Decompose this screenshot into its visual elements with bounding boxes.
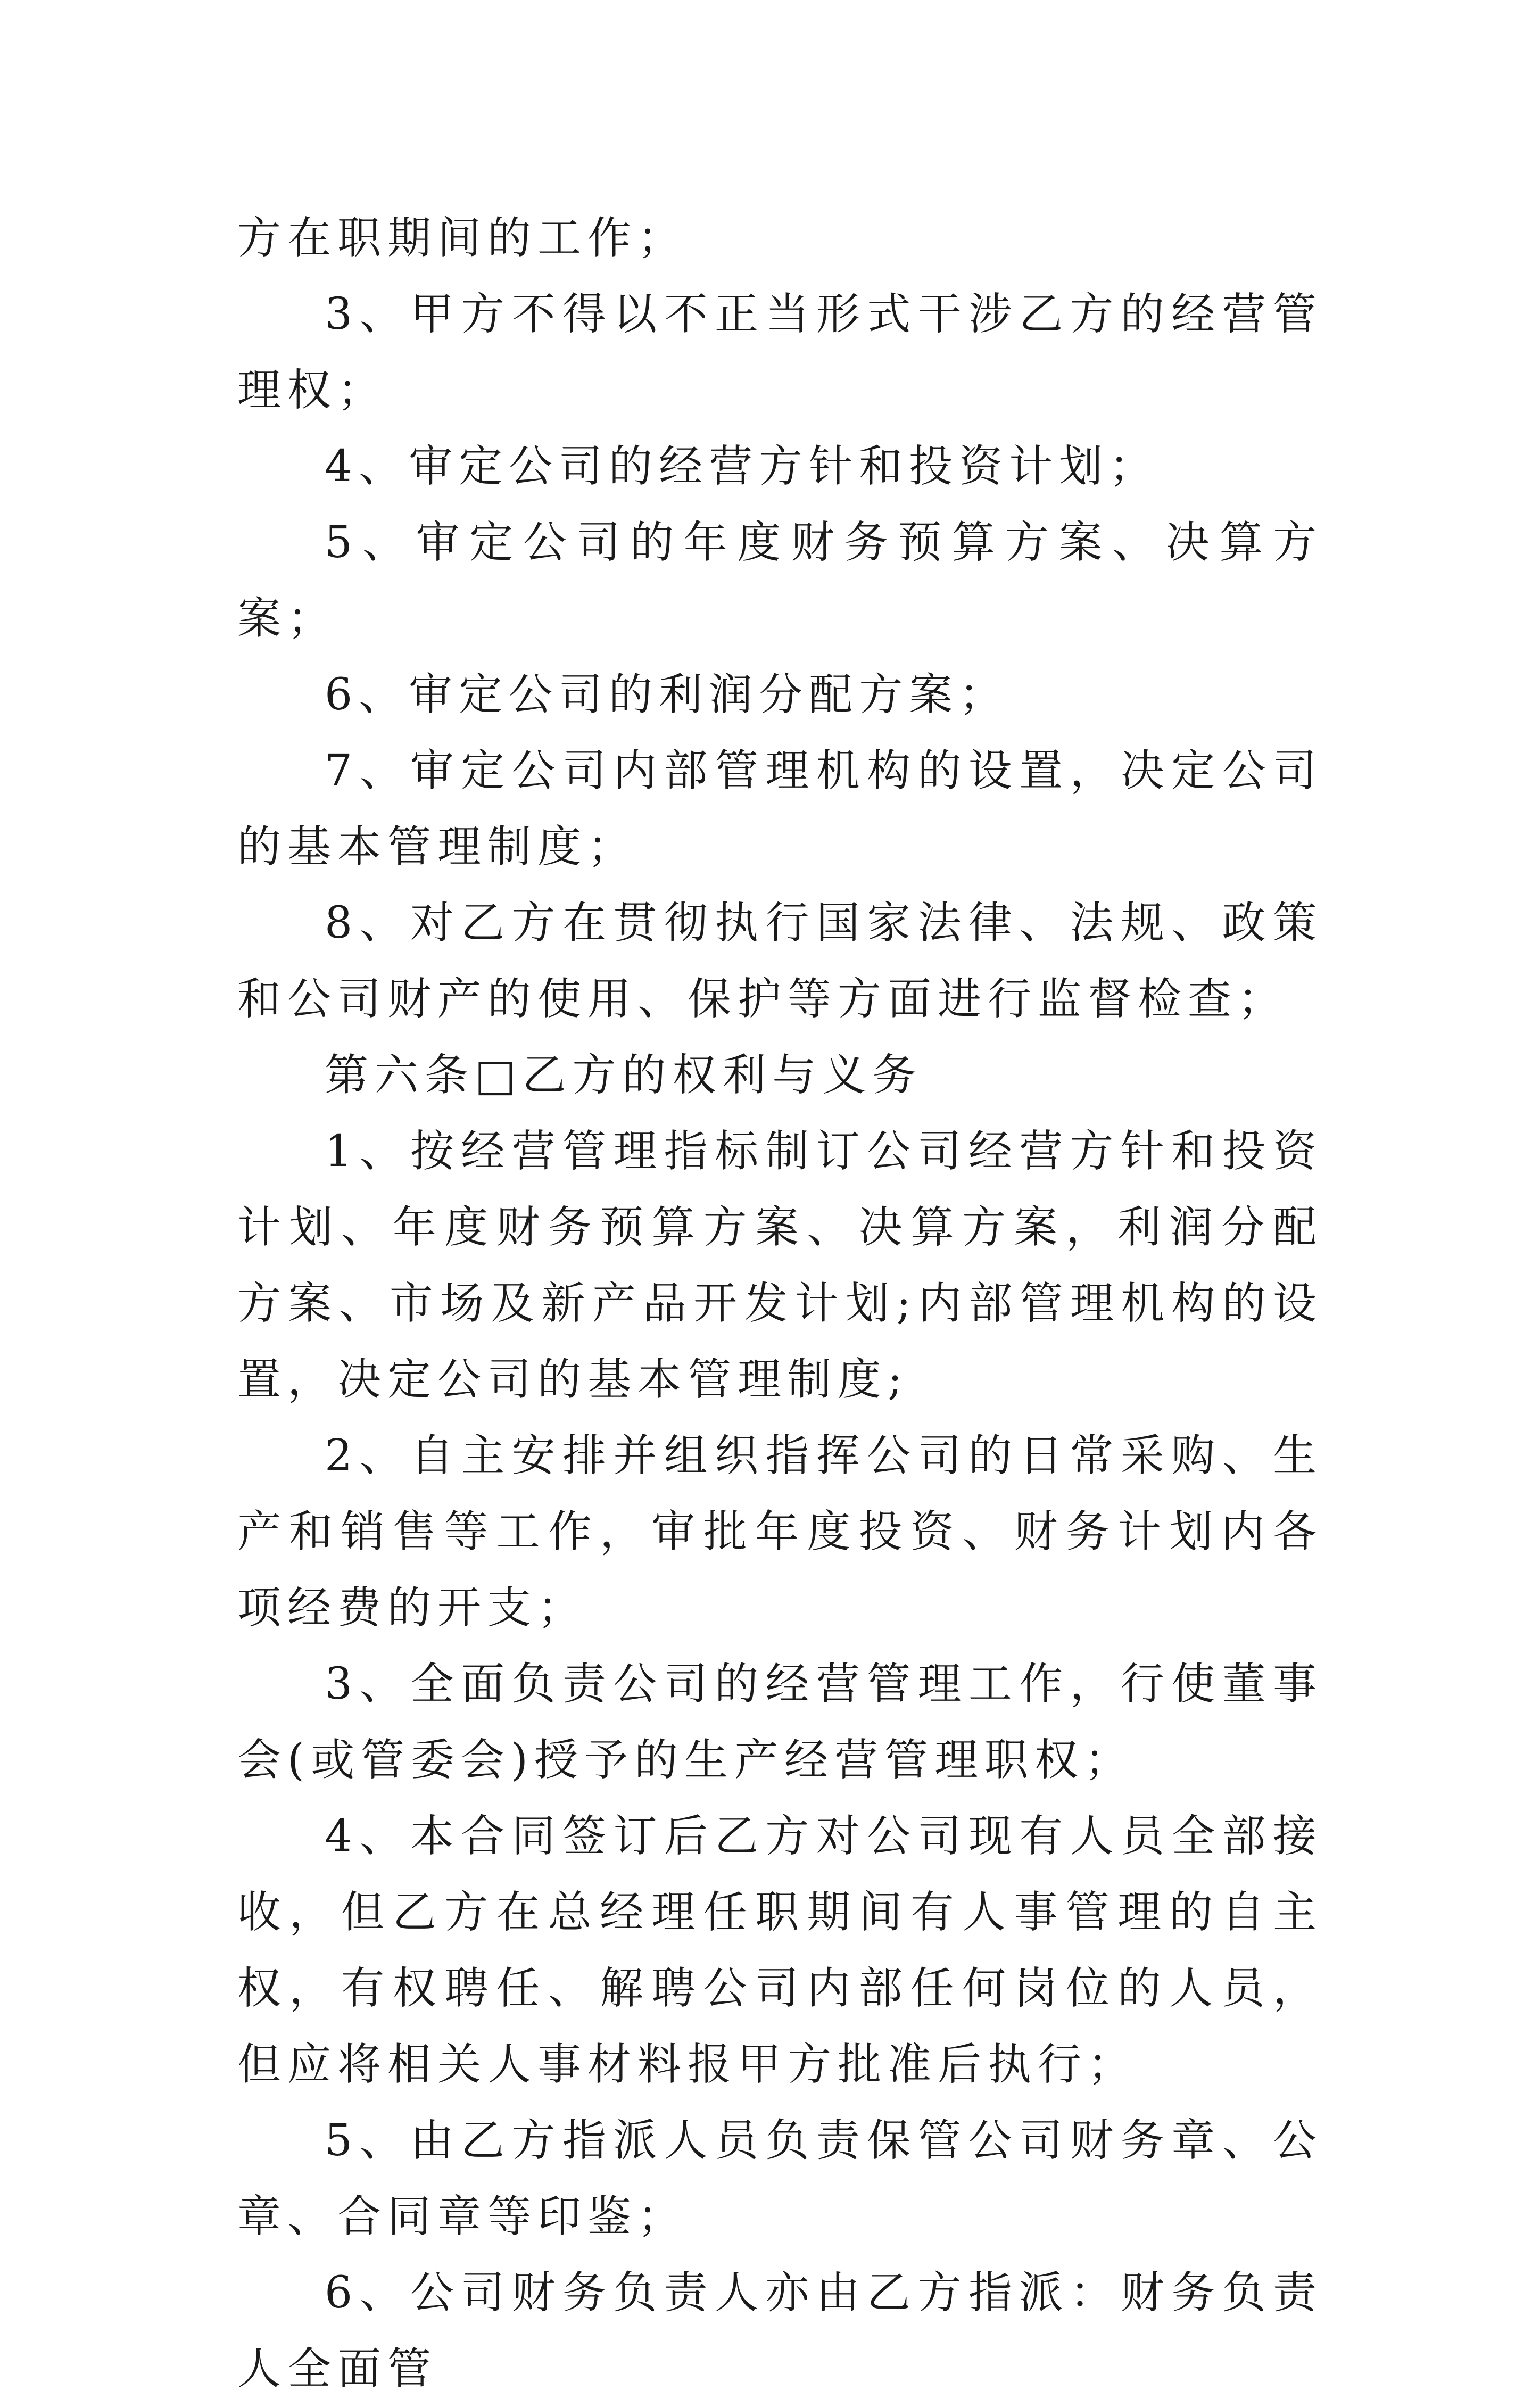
paragraph-item-3: 3、甲方不得以不正当形式干涉乙方的经营管理权； xyxy=(237,289,1323,416)
paragraph-duty-4: 4、本合同签订后乙方对公司现有人员全部接收，但乙方在总经理任职期间有人事管理的自主权，有权聘任、解聘公司内部任何岗位的人员，但应将相关人事材料报甲方批准后执行； xyxy=(237,1811,1323,2090)
paragraph-item-4: 4、审定公司的经营方针和投资计划； xyxy=(325,441,1160,492)
paragraph-duty-6: 6、公司财务负责人亦由乙方指派：财务负责人全面管 xyxy=(237,2268,1323,2394)
paragraph-item-5: 5、审定公司的年度财务预算方案、决算方案； xyxy=(237,517,1323,644)
paragraph-duty-5: 5、由乙方指派人员负责保管公司财务章、公章、合同章等印鉴； xyxy=(237,2115,1323,2242)
paragraph-item-6: 6、审定公司的利润分配方案； xyxy=(325,669,1009,720)
paragraph-duty-3: 3、全面负责公司的经营管理工作，行使董事会(或管委会)授予的生产经营管理职权； xyxy=(237,1659,1323,1785)
paragraph-continuation: 方在职期间的工作； xyxy=(237,213,688,263)
document-body xyxy=(237,200,1323,2407)
paragraph-item-8: 8、对乙方在贯彻执行国家法律、法规、政策和公司财产的使用、保护等方面进行监督检查； xyxy=(237,898,1323,1024)
paragraph-item-7: 7、审定公司内部管理机构的设置，决定公司的基本管理制度； xyxy=(237,746,1323,872)
paragraph-duty-2: 2、自主安排并组织指挥公司的日常采购、生产和销售等工作，审批年度投资、财务计划内各项经费的开支； xyxy=(237,1430,1323,1633)
section-heading-article-6: 第六条□乙方的权利与义务 xyxy=(325,1050,923,1101)
paragraph-duty-1: 1、按经营管理指标制订公司经营方针和投资计划、年度财务预算方案、决算方案，利润分配方案、市场及新产品开发计划;内部管理机构的设置，决定公司的基本管理制度; xyxy=(237,1126,1323,1405)
